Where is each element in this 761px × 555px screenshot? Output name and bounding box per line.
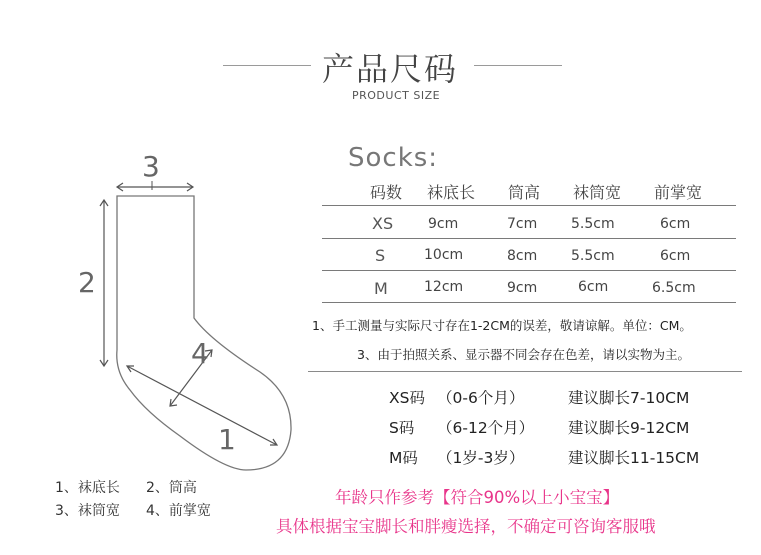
table-cell: 10cm — [424, 247, 464, 263]
table-cell: 12cm — [424, 279, 464, 295]
header-rule-left — [223, 65, 311, 66]
label-2: 2 — [78, 266, 96, 299]
table-cell: 5.5cm — [571, 248, 615, 264]
legend-item-1: 1、袜底长 — [55, 480, 120, 496]
table-cell: 7cm — [507, 216, 538, 232]
table-cell: 9cm — [507, 280, 538, 296]
selection-advice: 具体根据宝宝脚长和胖瘦选择，不确定可咨询客服哦 — [276, 517, 656, 536]
guide-foot-length: 建议脚长11-15CM — [568, 449, 700, 467]
table-cell: M — [374, 279, 388, 298]
table-cell: S — [375, 246, 386, 265]
table-cell: 8cm — [507, 248, 538, 264]
table-rule — [322, 238, 736, 239]
table-title: Socks: — [348, 143, 439, 173]
note-measurement: 1、手工测量与实际尺寸存在1-2CM的误差，敬请谅解。单位：CM。 — [312, 318, 692, 333]
age-reference-note: 年龄只作参考【符合90%以上小宝宝】 — [335, 488, 620, 507]
table-rule — [322, 205, 736, 206]
legend-item-4: 4、前掌宽 — [146, 503, 211, 519]
sock-outline — [117, 196, 291, 470]
label-1: 1 — [218, 423, 236, 456]
section-divider — [308, 371, 742, 372]
table-rule — [322, 302, 736, 303]
table-header-forefoot-width: 前掌宽 — [654, 183, 703, 202]
table-cell: XS — [372, 214, 394, 233]
guide-foot-length: 建议脚长7-10CM — [568, 389, 690, 407]
guide-size: S码 — [389, 419, 415, 437]
page-subtitle: PRODUCT SIZE — [352, 89, 441, 102]
legend-item-3: 3、袜筒宽 — [55, 503, 120, 519]
page-title: 产品尺码 — [322, 50, 459, 88]
table-header-sole-length: 袜底长 — [427, 183, 476, 202]
guide-foot-length: 建议脚长9-12CM — [568, 419, 690, 437]
guide-size: XS码 — [389, 389, 425, 407]
guide-age: （1岁-3岁） — [437, 449, 525, 467]
guide-age: （0-6个月） — [437, 389, 525, 407]
table-cell: 6cm — [578, 279, 609, 295]
sock-diagram — [60, 140, 310, 480]
table-header-cuff-width: 袜筒宽 — [573, 183, 622, 202]
measure-1-arrow — [127, 366, 277, 445]
label-3: 3 — [142, 150, 160, 183]
note-color: 3、由于拍照关系、显示器不同会存在色差，请以实物为主。 — [357, 347, 690, 362]
guide-size: M码 — [389, 449, 418, 467]
table-cell: 9cm — [428, 216, 459, 232]
table-header-cuff-height: 筒高 — [508, 183, 541, 202]
table-cell: 5.5cm — [571, 216, 615, 232]
label-4: 4 — [191, 337, 209, 370]
header-rule-right — [474, 65, 562, 66]
table-rule — [322, 270, 736, 271]
table-cell: 6cm — [660, 248, 691, 264]
legend-item-2: 2、筒高 — [146, 480, 197, 496]
guide-age: （6-12个月） — [437, 419, 535, 437]
table-cell: 6cm — [660, 216, 691, 232]
table-header-size: 码数 — [370, 183, 403, 202]
table-cell: 6.5cm — [652, 280, 696, 296]
